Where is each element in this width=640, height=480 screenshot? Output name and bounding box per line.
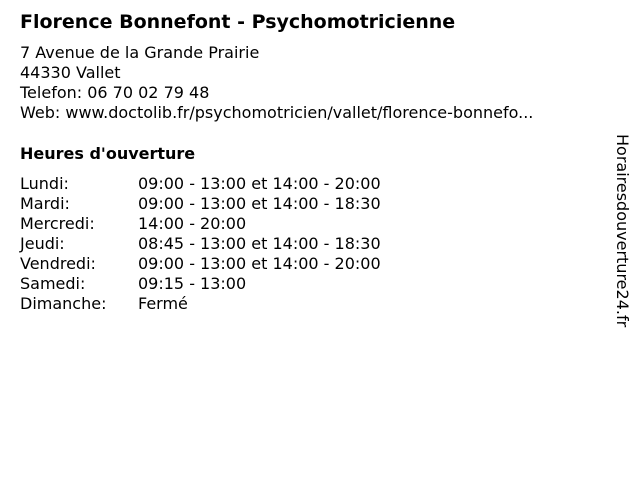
time-range: 09:00 - 13:00 et 14:00 - 20:00 bbox=[138, 174, 381, 193]
hours-row bbox=[20, 294, 381, 314]
street-address: 7 Avenue de la Grande Prairie bbox=[20, 43, 260, 62]
city: 44330 Vallet bbox=[20, 63, 121, 82]
day-label: Jeudi: bbox=[20, 234, 65, 253]
day-label: Dimanche: bbox=[20, 294, 107, 313]
website: Web: www.doctolib.fr/psychomotricien/vallet/florence-bonnefo... bbox=[20, 103, 534, 122]
day-label: Mercredi: bbox=[20, 214, 95, 233]
hours-row bbox=[20, 234, 381, 254]
day-label: Mardi: bbox=[20, 194, 70, 213]
time-range: 09:15 - 13:00 bbox=[138, 274, 247, 293]
day-label: Lundi: bbox=[20, 174, 69, 193]
phone-number: Telefon: 06 70 02 79 48 bbox=[20, 83, 210, 102]
time-range: 09:00 - 13:00 et 14:00 - 20:00 bbox=[138, 254, 381, 273]
day-label: Samedi: bbox=[20, 274, 86, 293]
time-range: 09:00 - 13:00 et 14:00 - 18:30 bbox=[138, 194, 381, 213]
hours-row bbox=[20, 174, 381, 194]
day-label: Vendredi: bbox=[20, 254, 96, 273]
hours-row bbox=[20, 214, 381, 234]
time-range: 08:45 - 13:00 et 14:00 - 18:30 bbox=[138, 234, 381, 253]
hours-row bbox=[20, 254, 381, 274]
time-range: 14:00 - 20:00 bbox=[138, 214, 247, 233]
contact-info bbox=[20, 43, 533, 123]
hours-row bbox=[20, 274, 381, 294]
site-watermark: Horairesdouverture24.fr bbox=[613, 134, 632, 328]
time-range: Fermé bbox=[138, 294, 188, 313]
hours-table bbox=[20, 174, 381, 314]
hours-heading: Heures d'ouverture bbox=[20, 144, 196, 163]
hours-row bbox=[20, 194, 381, 214]
page-title: Florence Bonnefont - Psychomotricienne bbox=[20, 11, 456, 33]
